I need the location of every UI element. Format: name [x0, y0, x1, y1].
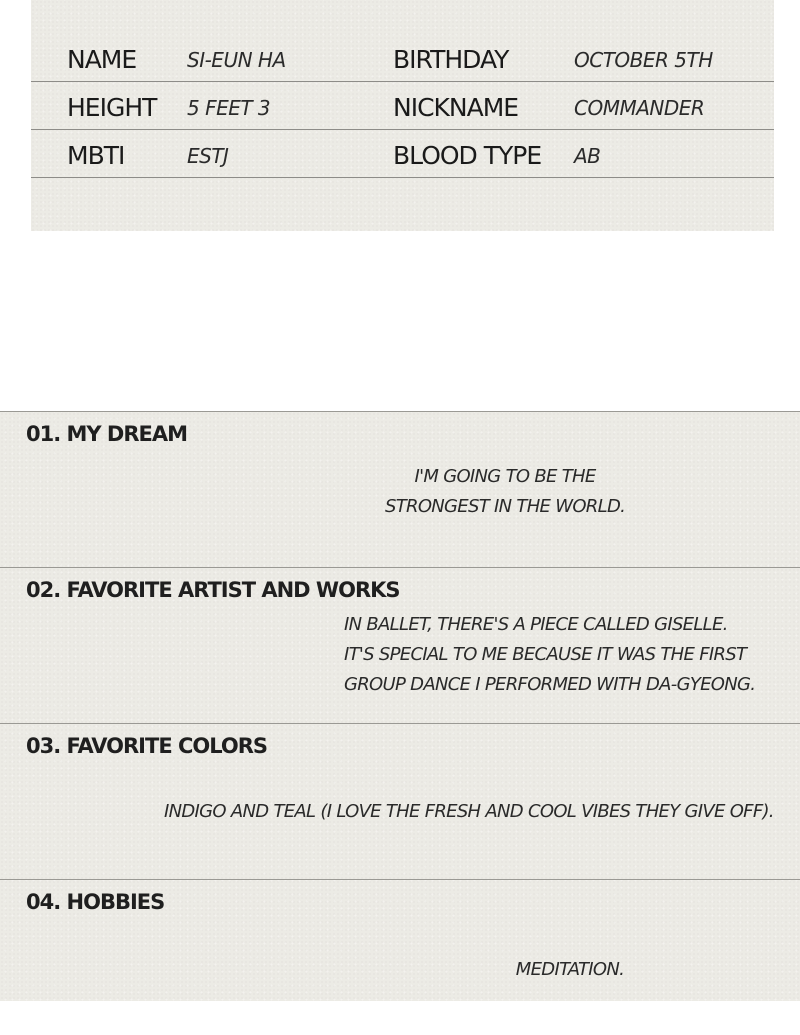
- section-answer: [470, 955, 670, 985]
- section-my-dream: [0, 412, 800, 568]
- section-answer: [344, 610, 755, 700]
- blood-type-value: AB: [574, 144, 601, 168]
- mbti-label: MBTI: [67, 141, 125, 170]
- nickname-label: NICKNAME: [393, 93, 519, 122]
- answer-line: IN BALLET, THERE'S A PIECE CALLED GISELLE.: [344, 614, 728, 635]
- birthday-value: OCTOBER 5TH: [574, 48, 713, 72]
- birthday-label: BIRTHDAY: [393, 45, 509, 74]
- section-favorite-colors: [0, 724, 800, 880]
- profile-row-height: [31, 81, 774, 130]
- answer-line: GROUP DANCE I PERFORMED WITH DA-GYEONG.: [344, 674, 756, 695]
- section-title: 03. FAVORITE COLORS: [26, 734, 268, 758]
- section-answer: [164, 797, 774, 827]
- section-title: 01. MY DREAM: [26, 422, 188, 446]
- section-hobbies: [0, 880, 800, 1035]
- mbti-value: ESTJ: [187, 144, 229, 168]
- answer-line: MEDITATION.: [515, 959, 625, 980]
- name-label: NAME: [67, 45, 137, 74]
- answer-line: STRONGEST IN THE WORLD.: [385, 496, 626, 517]
- qa-panel: [0, 411, 800, 1001]
- blood-type-label: BLOOD TYPE: [393, 141, 542, 170]
- name-value: SI-EUN HA: [187, 48, 286, 72]
- section-title: 02. FAVORITE ARTIST AND WORKS: [26, 578, 400, 602]
- height-label: HEIGHT: [67, 93, 157, 122]
- profile-row-mbti: [31, 129, 774, 178]
- section-favorite-artist: [0, 568, 800, 724]
- answer-line: INDIGO AND TEAL (I LOVE THE FRESH AND COOL VIBES THEY GIVE OFF).: [164, 801, 774, 822]
- section-answer: [385, 462, 625, 522]
- profile-card: [31, 0, 774, 231]
- height-value: 5 FEET 3: [187, 96, 271, 120]
- profile-row-name: [31, 33, 774, 82]
- nickname-value: COMMANDER: [574, 96, 705, 120]
- answer-line: IT'S SPECIAL TO ME BECAUSE IT WAS THE FIRST: [344, 644, 747, 665]
- section-title: 04. HOBBIES: [26, 890, 165, 914]
- answer-line: I'M GOING TO BE THE: [414, 466, 596, 487]
